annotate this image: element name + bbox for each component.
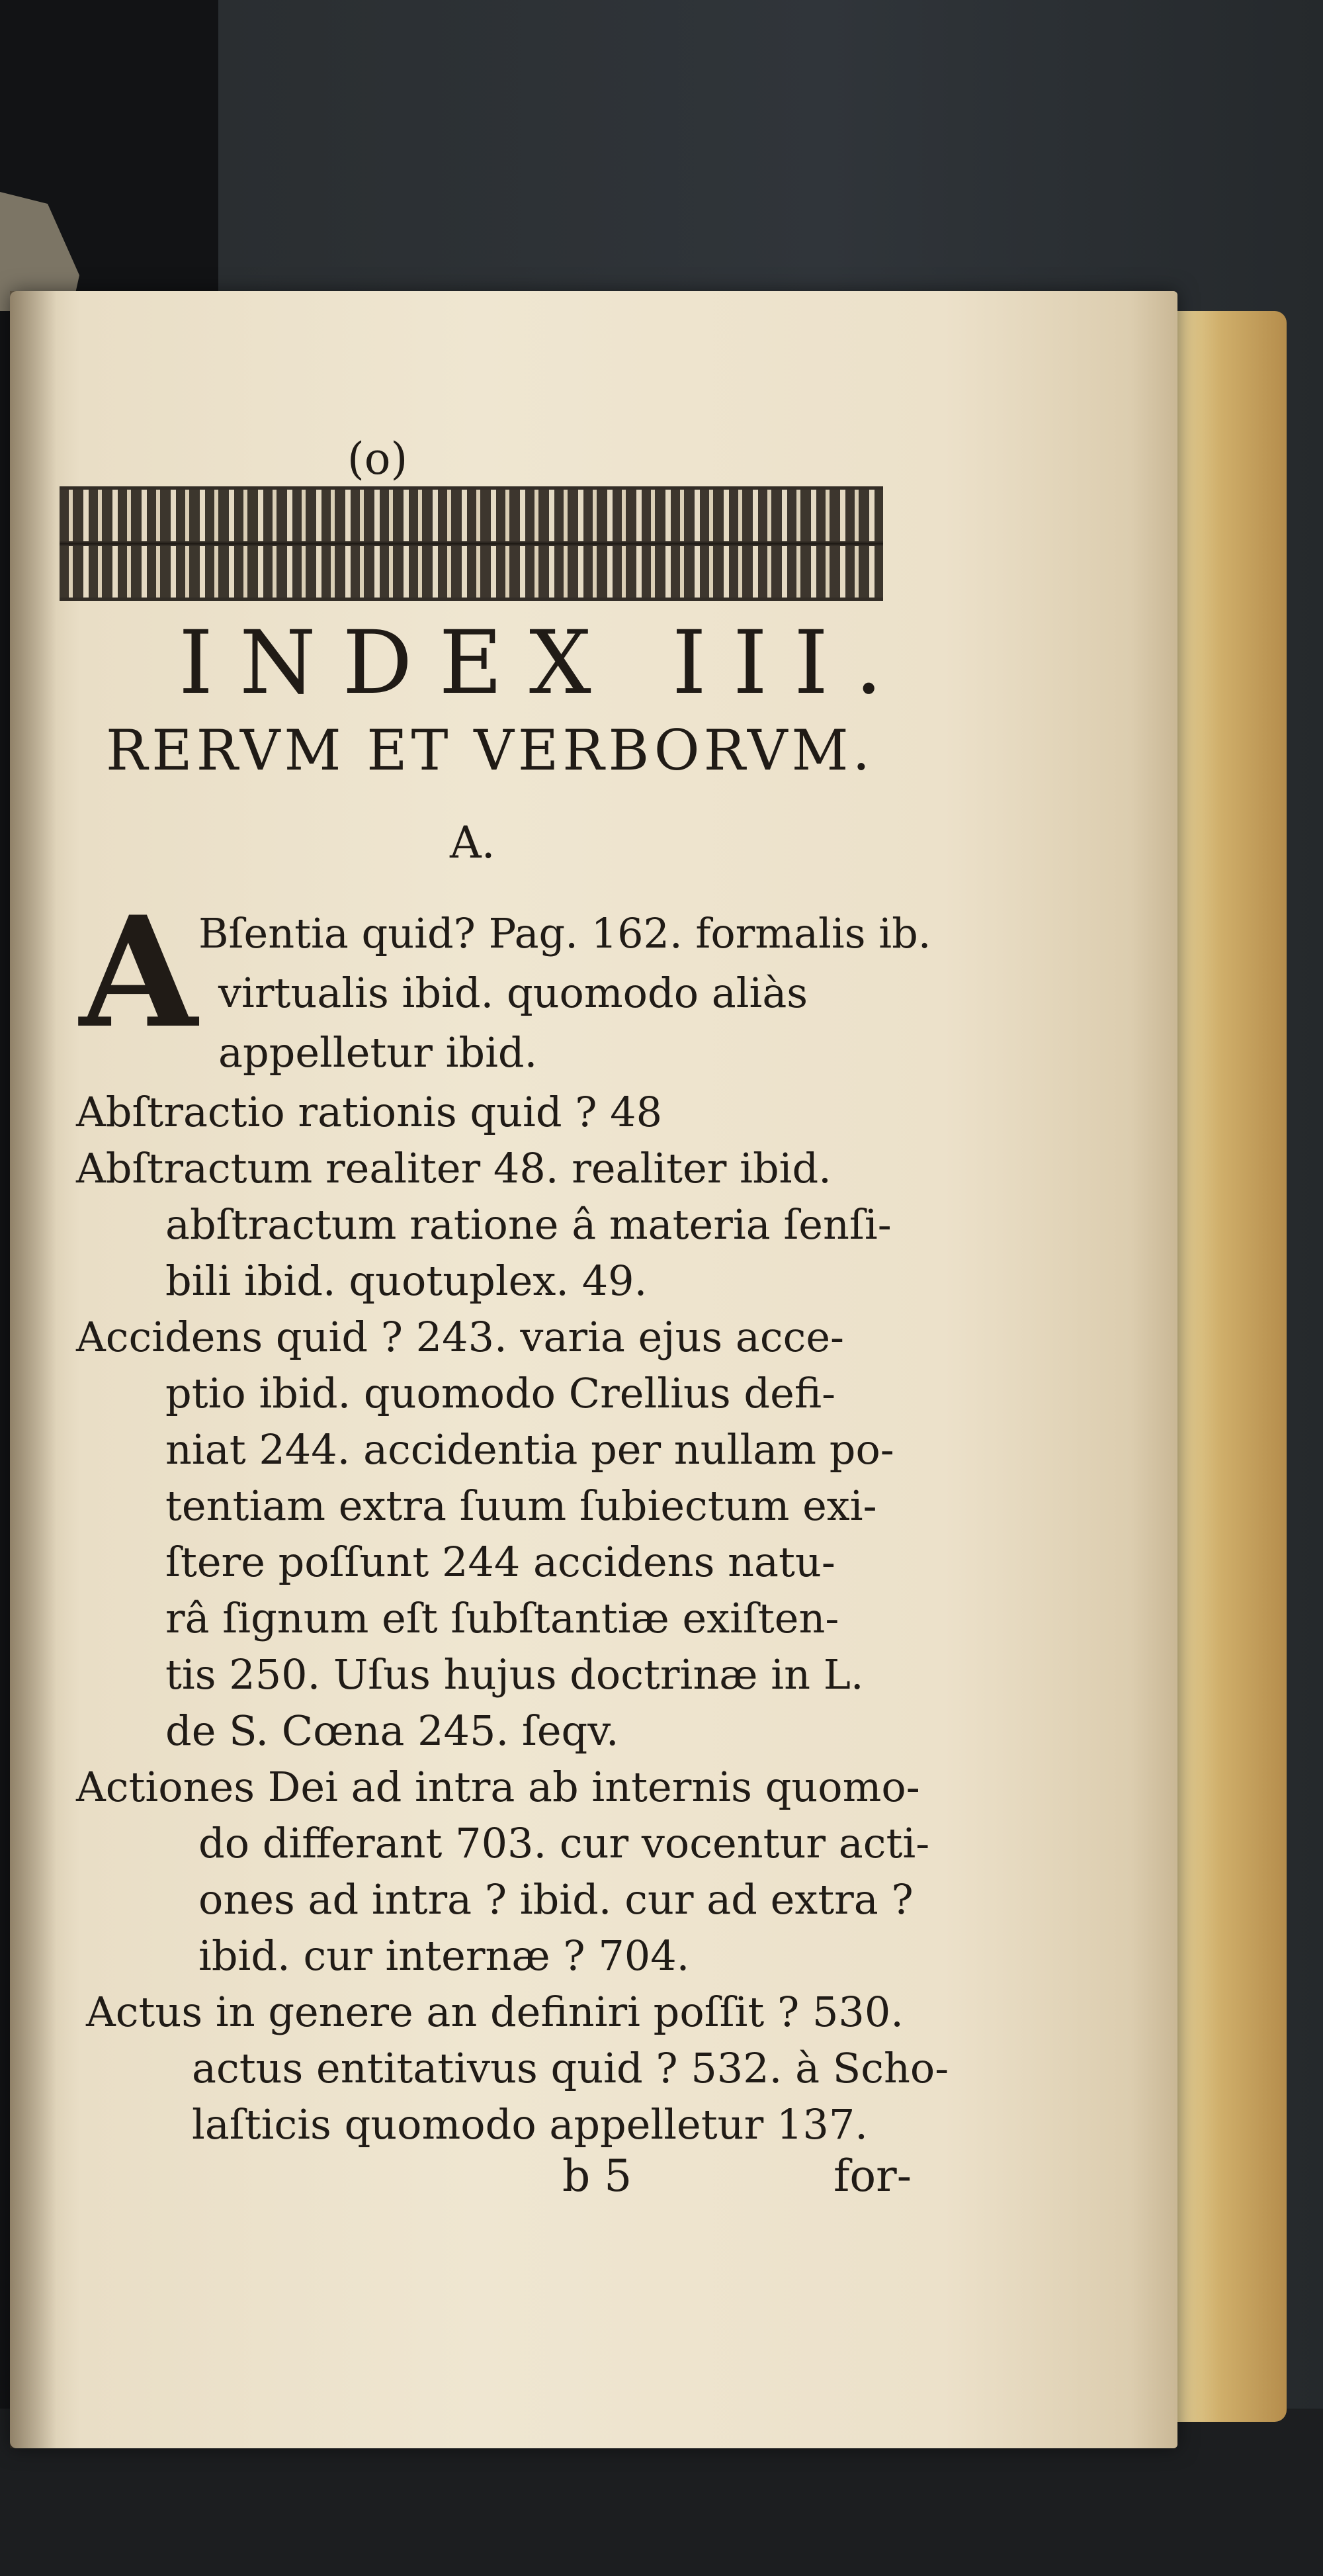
running-head: (o) bbox=[347, 433, 408, 484]
index-line: ptio ibid. quomodo Crellius defi- bbox=[165, 1369, 836, 1417]
index-line: Abſtractum realiter 48. realiter ibid. bbox=[76, 1144, 832, 1192]
index-line: Actiones Dei ad intra ab internis quomo- bbox=[76, 1763, 920, 1811]
index-subtitle: RERVM ET VERBORVM. bbox=[106, 718, 875, 783]
index-line: virtualis ibid. quomodo aliàs bbox=[218, 969, 808, 1017]
index-line: Actus in genere an definiri poſſit ? 530. bbox=[86, 1988, 904, 2036]
index-line: de S. Cœna 245. ſeqv. bbox=[165, 1707, 619, 1755]
index-line: Bſentia quid? Pag. 162. formalis ib. bbox=[198, 909, 931, 957]
index-line: bili ibid. quotuplex. 49. bbox=[165, 1257, 648, 1305]
index-line: ibid. cur internæ ? 704. bbox=[198, 1932, 690, 1980]
index-line: do differant 703. cur vocentur acti- bbox=[198, 1819, 930, 1867]
catchword: for- bbox=[833, 2151, 912, 2201]
index-line: ſtere poſſunt 244 accidens natu- bbox=[165, 1538, 835, 1586]
index-title: INDEX III. bbox=[179, 612, 910, 714]
index-line: tis 250. Uſus hujus doctrinæ in L. bbox=[165, 1650, 864, 1699]
ornament-band-top bbox=[60, 486, 883, 545]
index-line: actus entitativus quid ? 532. à Scho- bbox=[192, 2044, 949, 2092]
letter-heading: A. bbox=[450, 817, 495, 868]
index-line: tentiam extra ſuum ſubiectum exi- bbox=[165, 1482, 877, 1530]
spine-shadow bbox=[10, 291, 56, 2448]
index-line: ones ad intra ? ibid. cur ad extra ? bbox=[198, 1875, 914, 1924]
index-line: Abſtractio rationis quid ? 48 bbox=[76, 1088, 663, 1136]
index-line: abſtractum ratione â materia ſenſi- bbox=[165, 1200, 892, 1249]
index-line: niat 244. accidentia per nullam po- bbox=[165, 1425, 894, 1474]
drop-cap: A bbox=[79, 883, 198, 1062]
index-line: appelletur ibid. bbox=[218, 1028, 538, 1077]
index-line: Accidens quid ? 243. varia ejus acce- bbox=[76, 1313, 844, 1361]
index-line: râ ſignum eſt ſubſtantiæ exiſten- bbox=[165, 1594, 839, 1642]
signature-mark: b 5 bbox=[562, 2151, 632, 2201]
ornament-band-bottom bbox=[60, 543, 883, 601]
index-line: laſticis quomodo appelletur 137. bbox=[192, 2100, 868, 2149]
